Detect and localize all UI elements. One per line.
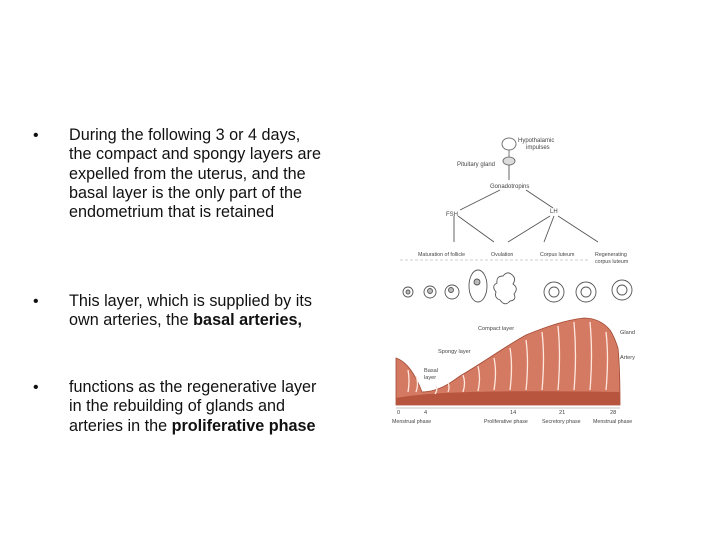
ovulation-label: Ovulation bbox=[491, 252, 514, 258]
day-28-label: 28 bbox=[610, 410, 617, 416]
regenerating-label-line2: corpus luteum bbox=[595, 259, 629, 265]
gonadotropins-label: Gonadotropins bbox=[490, 184, 530, 190]
basal-layer-label-line2: layer bbox=[424, 375, 437, 381]
hypothalamic-label-line2: impulses bbox=[526, 145, 550, 151]
menstrual-cycle-figure bbox=[388, 130, 650, 430]
day-14-label: 14 bbox=[510, 410, 517, 416]
phase-label-proliferative: Proliferative phase bbox=[484, 419, 528, 425]
bullet-item bbox=[33, 126, 323, 222]
bullet-text: During the following 3 or 4 days, the compact and spongy layers are expelled from the uterus, and the basal layer is the only part of the endometrium that is retained bbox=[69, 126, 321, 222]
compact-layer-label: Compact layer bbox=[478, 326, 515, 332]
day-21-label: 21 bbox=[559, 410, 566, 416]
bullet-item bbox=[33, 292, 323, 331]
bullet-marker: • bbox=[33, 293, 39, 310]
lh-label: LH bbox=[550, 209, 558, 215]
pituitary-label: Pituitary gland bbox=[457, 162, 496, 168]
hormone-arrows bbox=[454, 190, 598, 242]
day-0-label: 0 bbox=[397, 410, 401, 416]
phase-label-menstrual-start: Menstrual phase bbox=[392, 419, 432, 425]
spongy-layer-label: Spongy layer bbox=[438, 349, 471, 355]
pituitary-icon bbox=[502, 138, 516, 180]
basal-layer-label-line1: Basal bbox=[424, 368, 438, 374]
follicle-sequence bbox=[403, 270, 632, 304]
artery-label: Artery bbox=[620, 355, 635, 361]
corpus-luteum-label: Corpus luteum bbox=[540, 252, 575, 258]
bullet-text: functions as the regenerative layer in the rebuilding of glands and arteries in the proliferative phase bbox=[69, 378, 317, 435]
bullet-marker: • bbox=[33, 127, 39, 144]
phase-label-menstrual-end: Menstrual phase bbox=[593, 419, 633, 425]
bullet-marker: • bbox=[33, 379, 39, 396]
phase-label-secretory: Secretory phase bbox=[542, 419, 581, 425]
gland-label: Gland bbox=[620, 330, 635, 336]
hypothalamic-label-line1: Hypothalamic bbox=[518, 138, 555, 144]
regenerating-label-line1: Regenerating bbox=[595, 252, 627, 258]
maturation-label: Maturation of follicle bbox=[418, 252, 466, 258]
bullet-item bbox=[33, 378, 323, 436]
fsh-label: FSH bbox=[446, 212, 458, 218]
day-4-label: 4 bbox=[424, 410, 428, 416]
bullet-text: This layer, which is supplied by its own arteries, the basal arteries, bbox=[69, 292, 312, 330]
